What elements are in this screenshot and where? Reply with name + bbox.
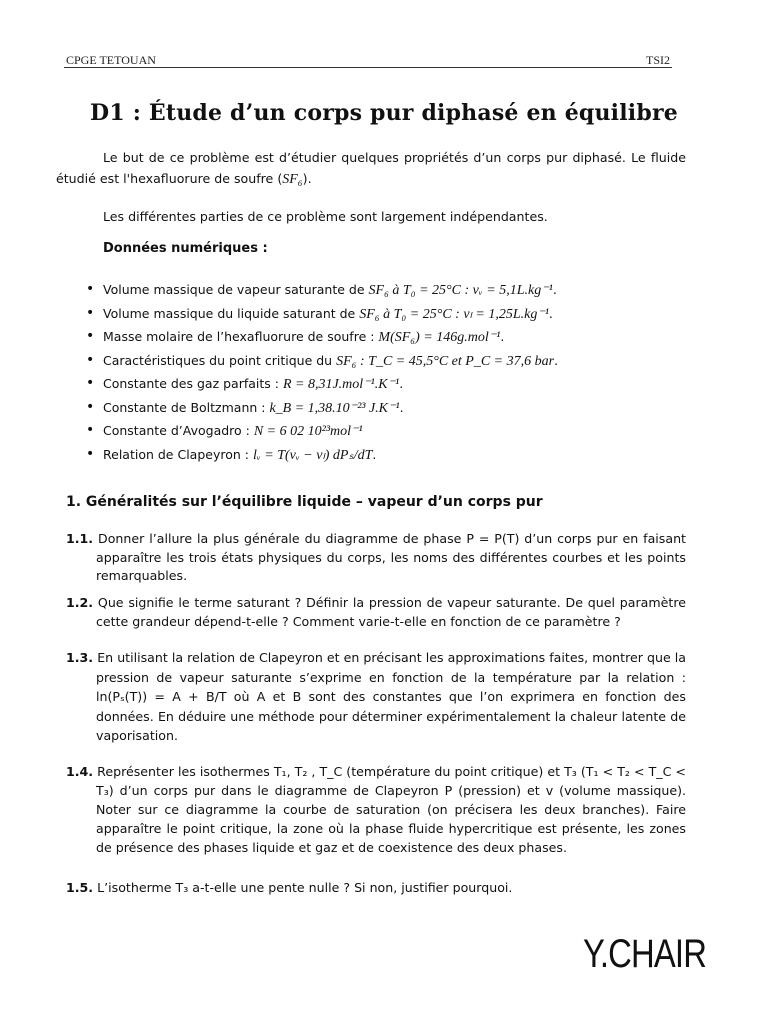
list-item: • Volume massique du liquide saturant de SF₆ à T₀ = 25°C : vₗ = 1,25L.kg⁻¹. <box>86 302 686 326</box>
header-rule <box>64 67 672 68</box>
donnees-list <box>86 278 686 466</box>
question-1-3 <box>66 648 686 746</box>
question-1-2 <box>66 594 686 631</box>
list-item: • Constante des gaz parfaits : R = 8,31J.mol⁻¹.K⁻¹. <box>86 372 686 396</box>
donnee-formula: k_B = 1,38.10⁻²³ J.K⁻¹ <box>269 400 400 416</box>
donnee-label: Masse molaire de l’hexafluorure de soufre : <box>103 329 379 344</box>
question-text: Donner l’allure la plus générale du diagramme de phase P = P(T) d’un corps pur en faisant apparaître les trois états physiques du corps, les noms des différentes courbes et les points remarquables. <box>96 531 686 583</box>
question-1-1 <box>66 530 686 586</box>
list-item: • Volume massique de vapeur saturante de SF₆ à T₀ = 25°C : vᵥ = 5,1L.kg⁻¹. <box>86 278 686 302</box>
donnee-formula: SF₆ : T_C = 45,5°C et P_C = 37,6 bar <box>336 353 555 369</box>
donnee-label: Constante des gaz parfaits : <box>103 376 283 391</box>
donnee-label: Caractéristiques du point critique du <box>103 352 337 368</box>
author-signature: Y.CHAIR <box>582 932 706 976</box>
donnee-formula: lᵥ = T(vᵥ − vₗ) dPₛ/dT <box>252 447 373 463</box>
list-item: • Masse molaire de l’hexafluorure de soufre : M(SF₆) = 146g.mol⁻¹. <box>86 325 686 349</box>
list-item <box>86 419 686 443</box>
donnee-formula: M(SF₆) = 146g.mol⁻¹ <box>378 330 501 345</box>
donnee-formula: SF₆ à T₀ = 25°C : vᵥ = 5,1L.kg⁻¹ <box>368 283 553 298</box>
intro-formula: SF₆ <box>282 172 303 187</box>
question-1-4 <box>66 762 686 857</box>
question-number: 1.2. <box>66 595 94 610</box>
donnee-label: Constante de Boltzmann : <box>103 399 270 415</box>
donnee-label: Volume massique du liquide saturant de <box>103 305 360 321</box>
question-number: 1.3. <box>66 650 94 665</box>
question-number: 1.4. <box>66 764 94 779</box>
question-number: 1.5. <box>66 880 94 895</box>
donnee-formula: SF₆ à T₀ = 25°C : vₗ = 1,25L.kg⁻¹ <box>359 306 549 322</box>
question-1-5 <box>66 879 686 898</box>
question-text: En utilisant la relation de Clapeyron et en précisant les approximations faites, montrer que la pression de vapeur saturante s’exprime en fonction de la température par la relation : ln(Pₛ(T)) = A + B/T où A et B sont des constantes que l’on exprimera en fonction des données. En déduire une méthode pour déterminer expérimentalement la chaleur latente de vaporisation. <box>96 650 686 743</box>
section-1-heading: 1. Généralités sur l’équilibre liquide – vapeur d’un corps pur <box>66 494 543 510</box>
donnee-formula: N = 6 02 10²³mol⁻¹ <box>253 424 363 439</box>
intro-text-2: Les différentes parties de ce problème sont largement indépendantes. <box>103 209 548 224</box>
list-item: • Relation de Clapeyron : lᵥ = T(vᵥ − vₗ) dPₛ/dT. <box>86 443 686 467</box>
header-school: CPGE TETOUAN <box>66 53 156 67</box>
question-text: Que signifie le terme saturant ? Définir la pression de vapeur saturante. De quel paramètre cette grandeur dépend-t-elle ? Comment varie-t-elle en fonction de ce paramètre ? <box>96 595 686 629</box>
page-title: D1 : Étude d’un corps pur diphasé en équilibre <box>90 100 678 126</box>
donnee-label: Constante d’Avogadro : <box>103 423 254 438</box>
donnee-label: Relation de Clapeyron : <box>103 446 253 462</box>
list-item: • Constante de Boltzmann : k_B = 1,38.10⁻²³ J.K⁻¹. <box>86 396 686 420</box>
header-class: TSI2 <box>646 53 670 67</box>
donnee-formula: R = 8,31J.mol⁻¹.K⁻¹ <box>282 377 400 392</box>
question-text: L’isotherme T₃ a-t-elle une pente nulle ? Si non, justifier pourquoi. <box>97 880 513 895</box>
list-item: • Caractéristiques du point critique du SF₆ : T_C = 45,5°C et P_C = 37,6 bar. <box>86 349 686 373</box>
intro-text-1-end: ). <box>302 171 312 186</box>
donnees-heading: Données numériques : <box>103 241 268 256</box>
question-text: Représenter les isothermes T₁, T₂ , T_C (température du point critique) et T₃ (T₁ < T₂ < T_C < T₃) d’un corps pur dans le diagramme de Clapeyron P (pression) et v (volume massique). Noter sur ce diagramme la courbe de saturation (on précisera les deux branches). Faire apparaître le point critique, la zone où la phase fluide hypercritique est présente, les zones de présence des phases liquide et gaz et de coexistence des deux phases. <box>96 764 686 855</box>
intro-text-1: Le but de ce problème est d’étudier quelques propriétés d’un corps pur diphasé. Le fluide étudié est l'hexafluorure de soufre ( <box>56 150 686 186</box>
donnee-label: Volume massique de vapeur saturante de <box>103 282 369 297</box>
intro-paragraph-2 <box>56 206 686 227</box>
question-number: 1.1. <box>66 531 94 546</box>
intro-paragraph-1 <box>56 147 686 190</box>
